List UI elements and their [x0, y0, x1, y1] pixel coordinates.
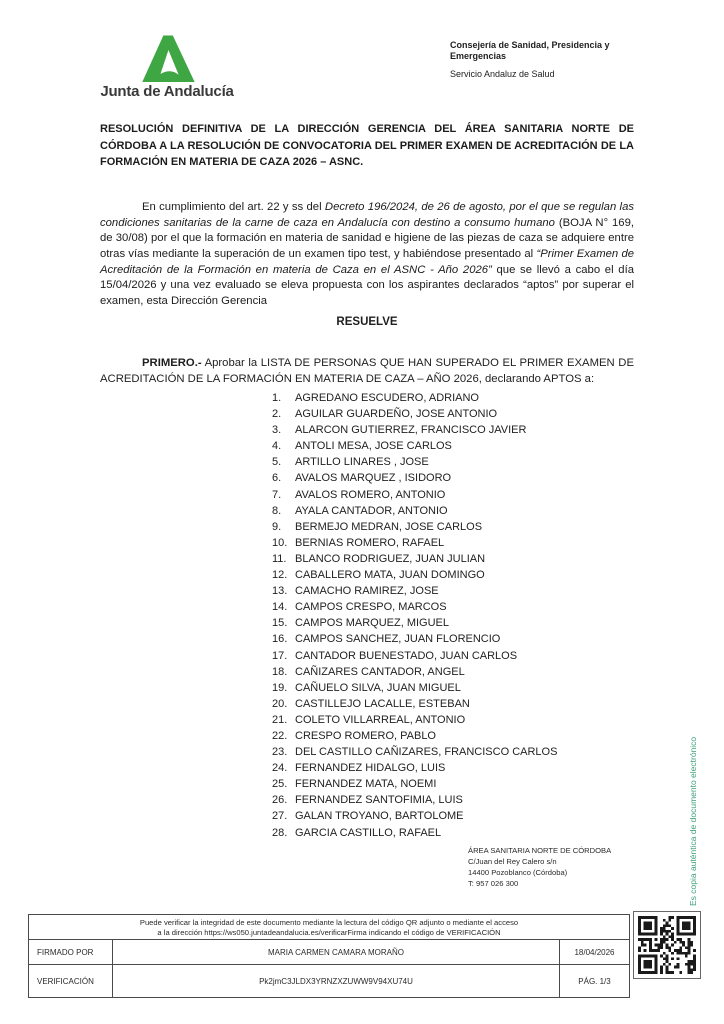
intro-seg5: que se llevó a cabo el día 15/04/2026 y una vez evaluado se eleva propuesta con los aspirantes declarados “aptos” por superar el examen, esta Dirección Gerencia [100, 263, 634, 307]
qr-code [633, 911, 701, 979]
decreto-reference: Decreto 196/2024, de 26 de agosto, por el que se regulan las condiciones sanitarias de la carne de caza en Andalucía con destino a consumo humano [100, 201, 634, 229]
list-item-name: BERMEJO MEDRAN, JOSE CARLOS [295, 520, 483, 533]
list-item [272, 680, 602, 696]
verificacion-code: Pk2jmC3JLDX3YRNZXZUWW9V94XU74U [259, 976, 413, 986]
list-item [272, 712, 602, 728]
list-item [272, 487, 602, 503]
address-line3: 14400 Pozoblanco (Córdoba) [468, 868, 568, 877]
consejeria-line2: Emergencias [450, 51, 507, 61]
primero-text: Aprobar la LISTA DE PERSONAS QUE HAN SUPERADO EL PRIMER EXAMEN DE ACREDITACIÓN DE LA FORMACIÓN EN MATERIA DE CAZA – AÑO 2026, declarando APTOS a: [100, 357, 634, 386]
list-item-name: AVALOS MARQUEZ , ISIDORO [295, 472, 452, 485]
list-item-name: CASTILLEJO LACALLE, ESTEBAN [295, 697, 470, 710]
list-item [272, 648, 602, 664]
list-item-name: CAMPOS MARQUEZ, MIGUEL [295, 617, 450, 630]
list-item-name: BLANCO RODRIGUEZ, JUAN JULIAN [295, 552, 486, 565]
primero-paragraph [100, 355, 634, 387]
address-line2: C/Juan del Rey Calero s/n [468, 857, 557, 866]
list-item-name: CRESPO ROMERO, PABLO [295, 729, 436, 742]
list-item-number: 17. [272, 649, 288, 662]
list-item-number: 24. [272, 762, 288, 775]
list-item-number: 26. [272, 794, 288, 807]
list-item [272, 438, 602, 454]
list-item [272, 664, 602, 680]
list-item [272, 615, 602, 631]
list-item-number: 1. [272, 392, 282, 404]
list-item-name: CAMPOS CRESPO, MARCOS [295, 601, 447, 614]
examen-reference: “Primer Examen de Acreditación de la Formación en materia de Caza en el ASNC - Año 2026” [100, 248, 635, 276]
electronic-copy-note: Es copia auténtica de documento electrónico [688, 736, 698, 906]
document-title: RESOLUCIÓN DEFINITIVA DE LA DIRECCIÓN GERENCIA DEL ÁREA SANITARIA NORTE DE CÓRDOBA A LA RESOLUCIÓN DE CONVOCATORIA DEL PRIMER EXAMEN DE ACREDITACIÓN DE LA FORMACIÓN EN MATERIA DE CAZA 2026 – ASNC. [100, 123, 634, 169]
list-item-name: BERNIAS ROMERO, RAFAEL [295, 536, 445, 549]
organization-header [450, 40, 650, 80]
list-item [272, 422, 602, 438]
servicio-andaluz: Servicio Andaluz de Salud [450, 69, 555, 79]
intro-paragraph [100, 200, 634, 309]
list-item-name: COLETO VILLARREAL, ANTONIO [295, 713, 466, 726]
junta-a-icon [136, 34, 198, 82]
list-item-name: ALARCON GUTIERREZ, FRANCISCO JAVIER [295, 424, 527, 437]
list-item-name: GALAN TROYANO, BARTOLOME [295, 810, 464, 823]
list-item-number: 5. [272, 456, 282, 469]
list-item-number: 10. [272, 536, 288, 549]
list-item-name: AGREDANO ESCUDERO, ADRIANO [295, 392, 479, 404]
list-item-number: 2. [272, 408, 282, 421]
list-item-name: AVALOS ROMERO, ANTONIO [295, 488, 446, 501]
list-item [272, 583, 602, 599]
list-item [272, 776, 602, 792]
list-item [272, 728, 602, 744]
list-item-name: ARTILLO LINARES , JOSE [295, 456, 429, 469]
primero-label: PRIMERO.- [142, 357, 202, 370]
page-number: PÁG. 1/3 [559, 965, 629, 997]
address-line4: T: 957 026 300 [468, 879, 519, 888]
list-item-number: 15. [272, 617, 288, 630]
list-item [272, 390, 602, 406]
list-item-name: CAMPOS SANCHEZ, JUAN FLORENCIO [295, 633, 501, 646]
list-item-number: 19. [272, 681, 288, 694]
list-item [272, 519, 602, 535]
list-item-name: CAMACHO RAMIREZ, JOSE [295, 585, 439, 598]
list-item-number: 18. [272, 665, 288, 678]
list-item-number: 7. [272, 488, 282, 501]
logo-wordmark: Junta de Andalucía [100, 83, 234, 100]
list-item [272, 760, 602, 776]
list-item [272, 470, 602, 486]
intro-seg3: (BOJA N° 169, de 30/08) por el que la formación en materia de sanidad e higiene de las piezas de caza se adquiere entre otras vías mediante la superación de un examen tipo test, y habiéndose presentado al [100, 216, 634, 261]
list-item-name: FERNANDEZ SANTOFIMIA, LUIS [295, 794, 463, 807]
junta-andalucia-logo [96, 34, 238, 100]
list-item-number: 23. [272, 746, 288, 759]
list-item [272, 551, 602, 567]
list-item-name: CABALLERO MATA, JUAN DOMINGO [295, 569, 485, 582]
verificacion-label: VERIFICACIÓN [29, 965, 113, 997]
firmado-por-value: MARIA CARMEN CAMARA MORAÑO [113, 940, 559, 965]
list-item [272, 792, 602, 808]
resuelve-heading: RESUELVE [336, 316, 398, 328]
notice-line1: Puede verificar la integridad de este documento mediante la lectura del código QR adjunto o mediante el acceso [139, 918, 519, 927]
fecha-firma: 18/04/2026 [559, 940, 629, 965]
list-item-name: CAÑUELO SILVA, JUAN MIGUEL [295, 681, 461, 694]
list-item-number: 16. [272, 633, 288, 646]
address-line1: ÁREA SANITARIA NORTE DE CÓRDOBA [468, 846, 612, 855]
list-item-number: 28. [272, 826, 288, 839]
list-item-number: 8. [272, 504, 282, 517]
list-item-number: 25. [272, 778, 288, 791]
list-item [272, 825, 602, 841]
list-item-number: 13. [272, 585, 288, 598]
list-item-number: 4. [272, 440, 282, 453]
list-item-name: AYALA CANTADOR, ANTONIO [295, 504, 448, 517]
notice-line2: a la dirección https://ws050.juntadeandalucia.es/verificarFirma indicando el código de VERIFICACIÓN [157, 927, 501, 937]
list-item [272, 406, 602, 422]
list-item-name: CANTADOR BUENESTADO, JUAN CARLOS [295, 649, 518, 662]
list-item-number: 6. [272, 472, 282, 485]
firmado-por-label: FIRMADO POR [29, 940, 113, 965]
list-item-name: FERNANDEZ MATA, NOEMI [295, 778, 437, 791]
list-item-name: ANTOLI MESA, JOSE CARLOS [295, 440, 452, 453]
intro-seg1: En cumplimiento del art. 22 y ss del [142, 201, 325, 214]
list-item-number: 11. [272, 552, 287, 565]
list-item-number: 21. [272, 713, 288, 726]
list-item [272, 744, 602, 760]
area-sanitaria-address [468, 845, 611, 889]
list-item-number: 20. [272, 697, 288, 710]
list-item-name: AGUILAR GUARDEÑO, JOSE ANTONIO [295, 408, 498, 421]
consejeria-line1: Consejería de Sanidad, Presidencia y [450, 40, 610, 50]
list-item [272, 599, 602, 615]
list-item [272, 567, 602, 583]
list-item-name: GARCIA CASTILLO, RAFAEL [295, 826, 442, 839]
list-item [272, 631, 602, 647]
list-item-number: 14. [272, 601, 288, 614]
list-item-number: 27. [272, 810, 288, 823]
approved-names-list [272, 390, 602, 841]
list-item-number: 12. [272, 569, 288, 582]
verification-notice [29, 915, 629, 940]
list-item-name: FERNANDEZ HIDALGO, LUIS [295, 762, 446, 775]
list-item [272, 454, 602, 470]
list-item [272, 503, 602, 519]
qr-code-pattern [638, 916, 696, 974]
list-item-name: CAÑIZARES CANTADOR, ANGEL [295, 665, 465, 678]
list-item [272, 535, 602, 551]
list-item-number: 3. [272, 424, 282, 437]
verification-table [28, 914, 630, 998]
list-item-name: DEL CASTILLO CAÑIZARES, FRANCISCO CARLOS [295, 746, 558, 759]
list-item [272, 696, 602, 712]
list-item-number: 22. [272, 729, 288, 742]
list-item-number: 9. [272, 520, 282, 533]
list-item [272, 808, 602, 824]
